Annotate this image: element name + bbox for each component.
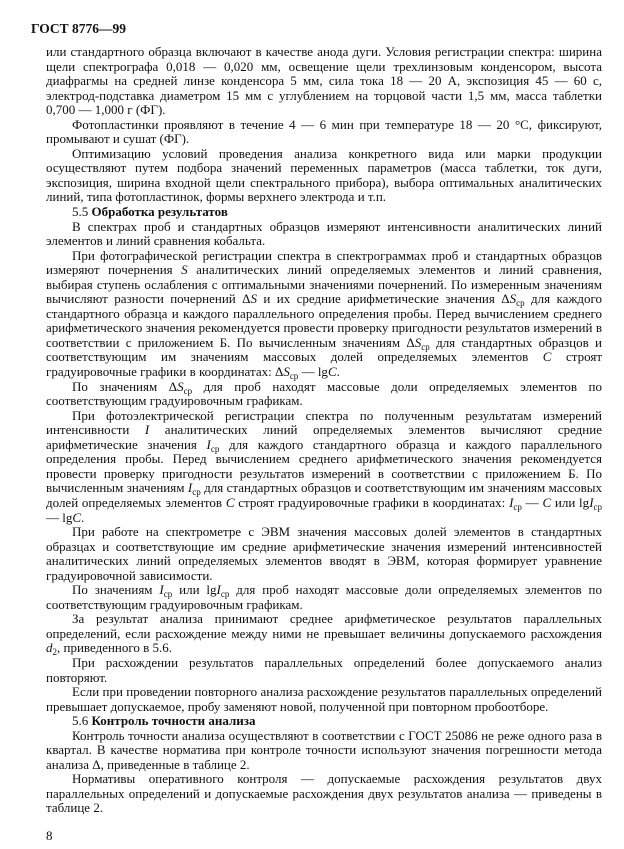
text-run: Фотопластинки проявляют в течение 4 — 6 мин при температуре 18 — 20 °С, фиксируют, промывают и сушат (ФГ).: [46, 116, 602, 147]
paragraph: [46, 409, 602, 525]
subscript: ср: [513, 501, 522, 512]
page-content: [46, 45, 602, 843]
paragraph: [46, 380, 602, 409]
text-run: Если при проведении повторного анализа расхождение результатов параллельных определений превышает допускаемое, пробу заменяют новой, полученной при повторном пробоотборе.: [46, 684, 602, 714]
paragraph: [46, 220, 602, 249]
text-run: Контроль точности анализа осуществляют в соответствии с ГОСТ 25086 не реже одного раза в квартал. В качестве норматива при контроле точности используют значения погрешности метода анализа Δ, приведенные в таблице 2.: [46, 727, 602, 772]
subscript: ср: [192, 487, 201, 498]
text-run: или lg: [172, 582, 217, 598]
paragraph: [46, 525, 602, 583]
text-run: Оптимизацию условий проведения анализа конкретного вида или марки продукции осуществляют путем подбора значений переменных параметров (масса таблетки, ток дуги, экспозиция, ширина входной щели спектрального прибора), выбора оптимальных аналитических линий, типа фотопластинок, формы верхнего электрода и т.п.: [46, 145, 602, 205]
math-symbol: I: [187, 480, 193, 496]
math-symbol: I: [589, 494, 594, 510]
math-symbol: C: [327, 364, 337, 380]
subscript: ср: [593, 501, 603, 512]
paragraph: [46, 729, 602, 773]
text-run: —: [521, 494, 543, 510]
document-header: ГОСТ 8776—99: [31, 21, 127, 36]
text-run: .: [81, 509, 85, 525]
text-run: для проб находят массовые доли определяемых элементов по соответствующим градуировочным графикам.: [46, 582, 602, 612]
math-symbol: S: [509, 291, 517, 307]
math-symbol: C: [542, 494, 552, 510]
math-symbol: I: [216, 582, 221, 598]
document-body: [46, 45, 602, 816]
text-run: В спектрах проб и стандартных образцов измеряют интенсивности аналитических линий элементов и линий сравнения кобальта.: [46, 218, 602, 249]
text-run: для стандартных образцов и соответствующим им значениям массовых долей определяемых элементов: [46, 480, 602, 510]
subscript: ср: [210, 443, 220, 454]
math-symbol: S: [181, 262, 188, 278]
section-number: 5.5: [72, 204, 89, 220]
subscript: ср: [163, 589, 173, 600]
paragraph: [46, 772, 602, 816]
paragraph: [46, 45, 602, 118]
text-run: или lg: [551, 494, 590, 510]
math-symbol: S: [414, 334, 422, 350]
subscript: ср: [220, 589, 230, 600]
text-run: аналитических линий определяемых элементов вычисляют средние арифметические значения: [46, 422, 602, 452]
text-run: , приведенного в 5.6.: [57, 640, 173, 656]
text-run: — lg: [298, 364, 328, 380]
paragraph: [46, 612, 602, 656]
text-run: строят градуировочные графики в координатах: Δ: [46, 349, 602, 380]
math-symbol: S: [283, 364, 290, 380]
paragraph: [46, 118, 602, 147]
text-run: или стандартного образца включают в качестве анода дуги. Условия регистрации спектра: ширина щели спектрографа 0,018 — 0,020 мм, освещение щели трехлинзовым конденсором, высота диафрагмы на средней линзе конденсора 5 мм, сила тока 18 — 20 А, экспозиция 45 — 60 с, электрод-подставка диаметром 15 мм с углублением на торцовой части 1,5 мм, масса таблетки 0,700 — 1,000 г (ФГ).: [46, 44, 602, 118]
math-symbol: C: [72, 509, 82, 525]
math-symbol: d: [46, 640, 53, 656]
text-run: для каждого стандартного образца и каждого параллельного определения пробы. Перед вычислением среднего арифметического значения рекомендуется провести проверку пригодности результатов измерений в соответствии с приложением Б. По вычисленным значениям: [46, 436, 602, 496]
text-run: При фотоэлектрической регистрации спектра по полученным результатам измерений интенсивности: [46, 407, 602, 438]
text-run: При фотографической регистрации спектра в спектрограммах проб и стандартных образцов измеряют почернения: [46, 247, 602, 278]
math-symbol: I: [144, 422, 150, 438]
text-run: для стандартных образцов и соответствующим им значениям массовых долей определяемых элементов: [46, 334, 603, 365]
subscript: ср: [183, 385, 193, 396]
math-symbol: I: [206, 436, 211, 452]
paragraph: [46, 249, 602, 380]
page-number: 8: [46, 827, 53, 843]
section-heading: [46, 714, 602, 729]
text-run: Нормативы оперативного контроля — допускаемые расхождения результатов двух параллельных определений и допускаемые расхождения двух результатов анализа — приведены в таблице 2.: [46, 771, 602, 816]
text-run: аналитических линий определяемых элементов и линий сравнения, выбирая ступень ослабления с оптимальными значениями почернений. По измеренным значениям вычисляют разности почернений Δ: [46, 262, 602, 307]
text-run: и их средние арифметические значения Δ: [257, 291, 510, 307]
text-run: .: [336, 364, 340, 380]
text-run: За результат анализа принимают среднее арифметическое результатов параллельных определений, если расхождение между ними не превышает величины допускаемого расхождения: [46, 611, 602, 641]
math-symbol: C: [542, 349, 552, 365]
math-symbol: S: [177, 378, 184, 394]
section-heading: [46, 205, 602, 220]
text-run: для проб находят массовые доли определяемых элементов по соответствующим градуировочным графикам.: [46, 378, 602, 409]
section-title: Контроль точности анализа: [91, 713, 256, 729]
subscript: ср: [289, 371, 299, 382]
text-run: строят градуировочные графики в координатах:: [234, 494, 510, 510]
section-number: 5.6: [72, 713, 89, 729]
subscript: ср: [421, 341, 430, 352]
text-run: По значениям: [72, 582, 160, 598]
text-run: для каждого стандартного образца и каждого параллельного определения пробы. Перед вычислением среднего арифметического значения рекомендуется провести проверку пригодности результатов измерений в соответствии с приложением Б. По вычисленным значениям Δ: [46, 291, 602, 350]
paragraph: [46, 583, 602, 612]
text-run: — lg: [46, 509, 73, 525]
text-run: При расхождении результатов параллельных определений более допускаемого анализ повторяют.: [46, 654, 602, 685]
math-symbol: C: [225, 494, 235, 510]
text-run: По значениям Δ: [72, 378, 178, 394]
math-symbol: I: [159, 582, 164, 598]
subscript: ср: [516, 298, 525, 309]
subscript: 2: [52, 647, 57, 658]
section-title: Обработка результатов: [91, 204, 228, 220]
text-run: При работе на спектрометре с ЭВМ значения массовых долей элементов в стандартных образцах и соответствующие им средние арифметические значения измерений интенсивностей аналитических линий определяемых элементов вводят в ЭВМ, которая формирует уравнение градуировочной зависимости.: [46, 524, 602, 583]
paragraph: [46, 656, 602, 685]
math-symbol: S: [250, 291, 258, 307]
paragraph: [46, 685, 602, 714]
paragraph: [46, 147, 602, 205]
math-symbol: I: [509, 494, 514, 510]
